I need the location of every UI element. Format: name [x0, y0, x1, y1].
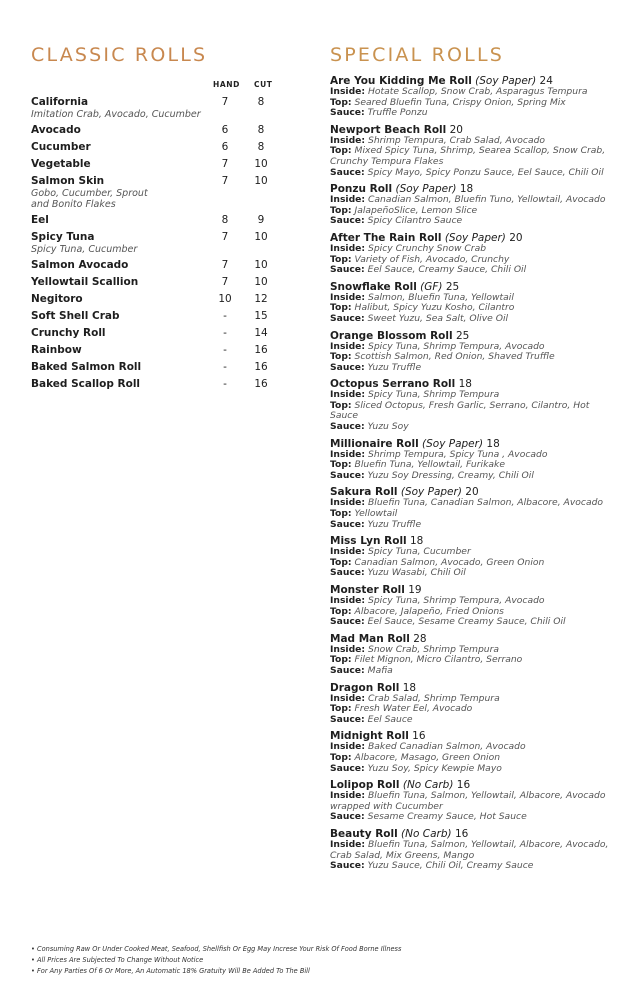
roll-sauce-line [330, 314, 615, 325]
roll-inside-text: Canadian Salmon, Bluefin Tuno, Yellowtail, Avocado [367, 194, 606, 206]
cut-price: 10 [254, 158, 268, 170]
roll-sauce-text: Spicy Mayo, Spicy Ponzu Sauce, Eel Sauce, Chili Oil [367, 166, 604, 178]
classic-roll-item [31, 175, 277, 210]
roll-inside-text: Spicy Tuna, Shrimp Tempura, Avocado [367, 595, 545, 606]
roll-note: (GF) [420, 280, 443, 293]
roll-inside-line [330, 840, 615, 861]
sauce-label: Sauce: [330, 811, 365, 823]
sauce-label: Sauce: [330, 664, 365, 676]
special-roll-item [330, 633, 615, 677]
roll-description: Gobo, Cucumber, Sprout and Bonito Flakes [31, 188, 148, 210]
roll-name: Sakura Roll [330, 486, 398, 499]
roll-sauce-line [330, 812, 615, 823]
classic-roll-item [31, 124, 277, 137]
roll-inside-text: Bluefin Tuna, Canadian Salmon, Albacore, Avocado [367, 497, 604, 509]
roll-note: (Soy Paper) [400, 486, 462, 499]
sauce-label: Sauce: [330, 567, 365, 579]
roll-note: (Soy Paper) [475, 75, 537, 87]
roll-name: Avocado [31, 124, 81, 136]
classic-roll-item [31, 378, 277, 391]
sauce-label: Sauce: [330, 469, 365, 481]
roll-top-text: Bluefin Tuna, Yellowtail, Furikake [354, 459, 506, 471]
roll-name: Salmon Skin [31, 175, 105, 187]
bullet-icon: • [31, 956, 37, 964]
hand-price: 7 [221, 175, 229, 187]
top-label: Top: [330, 204, 352, 216]
roll-sauce-text: Yuzu Soy Dressing, Creamy, Chili Oil [367, 469, 534, 481]
roll-inside-text: Salmon, Bluefin Tuna, Yellowtail [367, 291, 514, 303]
cut-price: 8 [257, 141, 265, 153]
special-roll-item [330, 124, 615, 178]
roll-price: 19 [408, 584, 422, 596]
roll-price: 18 [459, 183, 474, 196]
roll-sauce-text: Eel Sauce, Sesame Creamy Sauce, Chili Oil [367, 616, 566, 628]
hand-price: - [223, 310, 227, 322]
roll-sauce-line [330, 861, 615, 872]
top-label: Top: [330, 508, 352, 520]
roll-top-text: Yellowtail [354, 508, 398, 520]
roll-sauce-text: Spicy Cilantro Sauce [367, 215, 463, 227]
sauce-label: Sauce: [330, 860, 365, 872]
sauce-label: Sauce: [330, 713, 365, 725]
special-roll-item [330, 682, 615, 726]
roll-price: 20 [509, 231, 523, 244]
classic-roll-item [31, 293, 277, 306]
roll-name: Newport Beach Roll [330, 123, 447, 136]
roll-sauce-text: Yuzu Wasabi, Chili Oil [367, 567, 466, 579]
classic-roll-item [31, 361, 277, 374]
roll-note: (No Carb) [401, 827, 452, 840]
roll-name: Baked Scallop Roll [31, 378, 141, 390]
roll-top-text: JalapeñoSlice, Lemon Slice [354, 204, 478, 216]
roll-top-line [330, 146, 615, 167]
roll-top-text: Mixed Spicy Tuna, Shrimp, Searea Scallop, Snow Crab, Crunchy Tempura Flakes [330, 145, 606, 167]
roll-note: (Soy Paper) [422, 437, 484, 450]
roll-name: Octopus Serrano Roll [330, 378, 456, 391]
roll-sauce-text: Yuzu Truffle [367, 518, 422, 530]
roll-sauce-text: Yuzu Sauce, Chili Oil, Creamy Sauce [367, 860, 534, 872]
hand-price: 10 [218, 293, 232, 305]
roll-name: California [31, 96, 89, 108]
classic-roll-item [31, 96, 277, 120]
cut-column-header: CUT [254, 80, 273, 89]
sauce-label: Sauce: [330, 166, 365, 178]
sauce-label: Sauce: [330, 616, 365, 628]
roll-sauce-line [330, 265, 615, 276]
hand-price: 7 [221, 158, 229, 170]
roll-price: 25 [445, 280, 460, 293]
roll-sauce-line [330, 520, 615, 531]
cut-price: 16 [254, 361, 268, 373]
roll-price: 28 [413, 632, 427, 645]
special-roll-item [330, 438, 615, 482]
cut-price: 16 [254, 378, 268, 390]
special-roll-item [330, 232, 615, 276]
roll-price: 24 [539, 75, 553, 87]
special-roll-item [330, 730, 615, 774]
cut-price: 9 [257, 214, 265, 226]
special-roll-item [330, 535, 615, 579]
sauce-label: Sauce: [330, 518, 365, 530]
sauce-label: Sauce: [330, 762, 365, 774]
special-rolls-list [330, 75, 615, 877]
roll-top-text: Variety of Fish, Avocado, Crunchy [354, 253, 510, 265]
inside-label: Inside: [330, 242, 366, 254]
roll-sauce-text: Mafia [367, 664, 393, 676]
roll-inside-text: Bluefin Tuna, Salmon, Yellowtail, Albacore, Avocado wrapped with Cucumber [330, 790, 606, 812]
roll-top-text: Fresh Water Eel, Avocado [354, 703, 473, 715]
roll-name: Miss Lyn Roll [330, 535, 407, 548]
inside-label: Inside: [330, 497, 366, 509]
classic-roll-item [31, 327, 277, 340]
special-roll-item [330, 75, 615, 119]
special-roll-item [330, 330, 615, 374]
footnote [31, 944, 611, 955]
special-roll-item [330, 779, 615, 823]
roll-description: Imitation Crab, Avocado, Cucumber [31, 109, 201, 120]
roll-name: Salmon Avocado [31, 259, 129, 271]
sauce-label: Sauce: [330, 107, 365, 119]
roll-inside-text: Spicy Tuna, Shrimp Tempura, Avocado [367, 340, 545, 352]
inside-label: Inside: [330, 838, 366, 850]
roll-sauce-line [330, 764, 615, 775]
cut-price: 16 [254, 344, 268, 356]
hand-price: 7 [221, 231, 229, 243]
hand-price: 7 [221, 96, 229, 108]
roll-inside-text: Snow Crab, Shrimp Tempura [367, 643, 500, 655]
inside-label: Inside: [330, 595, 366, 606]
roll-sauce-line [330, 666, 615, 677]
roll-top-text: Albacore, Jalapeño, Fried Onions [354, 605, 504, 617]
hand-price: - [223, 361, 227, 373]
roll-sauce-text: Yuzu Soy, Spicy Kewpie Mayo [367, 762, 502, 774]
cut-price: 15 [254, 310, 268, 322]
roll-name: Snowflake Roll [330, 280, 417, 293]
roll-inside-text: Hotate Scallop, Snow Crab, Asparagus Tempura [367, 86, 588, 97]
hand-price: 7 [221, 276, 229, 288]
cut-price: 10 [254, 175, 268, 187]
special-roll-item [330, 183, 615, 227]
roll-note: (Soy Paper) [395, 183, 457, 196]
footnote-text: For Any Parties Of 6 Or More, An Automatic 18% Gratuity Will Be Added To The Bill [37, 967, 310, 975]
inside-label: Inside: [330, 546, 366, 558]
roll-name: Crunchy Roll [31, 327, 106, 339]
roll-top-line [330, 401, 615, 422]
roll-top-text: Halibut, Spicy Yuzu Kosho, Cilantro [354, 302, 515, 314]
classic-rolls-list [31, 96, 277, 395]
footnote [31, 966, 611, 977]
roll-name: Cucumber [31, 141, 91, 153]
roll-inside-text: Spicy Tuna, Shrimp Tempura [367, 389, 500, 401]
sauce-label: Sauce: [330, 215, 365, 227]
roll-note: (No Carb) [402, 779, 454, 792]
roll-name: Eel [31, 214, 49, 226]
hand-price: 8 [221, 214, 229, 226]
footnote [31, 955, 611, 966]
hand-price: - [223, 378, 227, 390]
bullet-icon: • [31, 945, 37, 953]
inside-label: Inside: [330, 448, 366, 460]
roll-price: 18 [458, 378, 472, 391]
cut-price: 8 [257, 124, 265, 136]
roll-note: (Soy Paper) [444, 231, 506, 244]
roll-top-text: Albacore, Masago, Green Onion [354, 751, 501, 763]
roll-name: Rainbow [31, 344, 82, 356]
special-roll-item [330, 486, 615, 530]
top-label: Top: [330, 96, 352, 108]
roll-name: After The Rain Roll [330, 231, 442, 244]
roll-name: Baked Salmon Roll [31, 361, 142, 373]
footnotes [31, 944, 611, 977]
roll-sauce-line [330, 568, 615, 579]
roll-sauce-line [330, 617, 615, 628]
hand-price: - [223, 327, 227, 339]
top-label: Top: [330, 556, 352, 568]
inside-label: Inside: [330, 692, 366, 704]
roll-name: Orange Blossom Roll [330, 329, 453, 342]
roll-inside-line [330, 791, 615, 812]
roll-sauce-line [330, 471, 615, 482]
roll-price: 18 [486, 437, 500, 450]
roll-price: 18 [410, 535, 424, 548]
roll-sauce-line [330, 108, 615, 119]
inside-label: Inside: [330, 194, 366, 206]
roll-top-text: Scottish Salmon, Red Onion, Shaved Truffle [354, 351, 555, 363]
classic-roll-item [31, 310, 277, 323]
roll-sauce-text: Eel Sauce, Creamy Sauce, Chili Oil [367, 264, 527, 276]
sauce-label: Sauce: [330, 312, 365, 324]
top-label: Top: [330, 703, 352, 715]
roll-sauce-text: Yuzu Soy [367, 421, 409, 433]
roll-sauce-line [330, 363, 615, 374]
roll-price: 20 [449, 123, 463, 136]
footnote-text: Consuming Raw Or Under Cooked Meat, Seafood, Shellfish Or Egg May Increse Your Risk Of Food Borne Illness [37, 945, 402, 953]
roll-name: Millionaire Roll [330, 437, 419, 450]
roll-inside-text: Spicy Crunchy Snow Crab [367, 242, 487, 254]
top-label: Top: [330, 459, 352, 471]
roll-top-text: Filet Mignon, Micro Cilantro, Serrano [354, 654, 523, 666]
special-rolls-title: SPECIAL ROLLS [330, 44, 505, 66]
roll-name: Monster Roll [330, 584, 405, 596]
classic-roll-item [31, 141, 277, 154]
roll-price: 18 [402, 681, 417, 694]
roll-name: Dragon Roll [330, 681, 400, 694]
roll-inside-text: Spicy Tuna, Cucumber [367, 546, 471, 558]
classic-rolls-title: CLASSIC ROLLS [31, 44, 208, 66]
top-label: Top: [330, 145, 352, 157]
roll-sauce-line [330, 715, 615, 726]
hand-price: - [223, 344, 227, 356]
roll-inside-text: Crab Salad, Shrimp Tempura [367, 692, 500, 704]
roll-name: Are You Kidding Me Roll [330, 75, 472, 87]
top-label: Top: [330, 351, 352, 363]
top-label: Top: [330, 654, 352, 666]
sauce-label: Sauce: [330, 361, 365, 373]
top-label: Top: [330, 605, 352, 617]
classic-roll-item [31, 259, 277, 272]
classic-roll-item [31, 214, 277, 227]
roll-price: 16 [412, 730, 426, 743]
roll-inside-text: Shrimp Tempura, Spicy Tuna , Avocado [367, 448, 548, 460]
classic-roll-item [31, 276, 277, 289]
roll-top-text: Seared Bluefin Tuna, Crispy Onion, Spring Mix [354, 96, 566, 108]
roll-sauce-text: Eel Sauce [367, 713, 413, 725]
roll-name: Mad Man Roll [330, 632, 410, 645]
roll-sauce-text: Yuzu Truffle [367, 361, 422, 373]
roll-price: 16 [456, 779, 471, 792]
sauce-label: Sauce: [330, 421, 365, 433]
roll-top-text: Canadian Salmon, Avocado, Green Onion [354, 556, 545, 568]
roll-name: Beauty Roll [330, 827, 398, 840]
cut-price: 8 [257, 96, 265, 108]
hand-price: 7 [221, 259, 229, 271]
roll-name: Vegetable [31, 158, 91, 170]
classic-roll-item [31, 158, 277, 171]
roll-sauce-text: Sweet Yuzu, Sea Salt, Olive Oil [367, 312, 509, 324]
classic-roll-item [31, 231, 277, 255]
roll-inside-text: Shrimp Tempura, Crab Salad, Avocado [367, 134, 546, 146]
roll-price: 20 [465, 486, 479, 499]
hand-price: 6 [221, 124, 229, 136]
roll-name: Midnight Roll [330, 730, 409, 743]
roll-name: Lolipop Roll [330, 779, 400, 792]
roll-name: Soft Shell Crab [31, 310, 120, 322]
inside-label: Inside: [330, 291, 366, 303]
top-label: Top: [330, 302, 352, 314]
roll-name: Negitoro [31, 293, 83, 305]
cut-price: 10 [254, 276, 268, 288]
cut-price: 10 [254, 259, 268, 271]
roll-price: 25 [455, 329, 470, 342]
roll-sauce-line [330, 422, 615, 433]
roll-name: Ponzu Roll [330, 183, 393, 196]
special-roll-item [330, 281, 615, 325]
roll-sauce-text: Truffle Ponzu [367, 107, 428, 119]
inside-label: Inside: [330, 389, 366, 401]
roll-sauce-text: Sesame Creamy Sauce, Hot Sauce [367, 811, 527, 823]
roll-description: Spicy Tuna, Cucumber [31, 244, 138, 255]
special-roll-item [330, 584, 615, 628]
roll-inside-text: Baked Canadian Salmon, Avocado [367, 741, 526, 753]
cut-price: 10 [254, 231, 268, 243]
hand-price: 6 [221, 141, 229, 153]
special-roll-item [330, 828, 615, 872]
bullet-icon: • [31, 967, 37, 975]
roll-sauce-line [330, 216, 615, 227]
roll-inside-text: Bluefin Tuna, Salmon, Yellowtail, Albacore, Avocado, Crab Salad, Mix Greens, Mango [330, 838, 609, 861]
top-label: Top: [330, 399, 352, 411]
inside-label: Inside: [330, 790, 366, 802]
footnote-text: All Prices Are Subjected To Change Without Notice [37, 956, 204, 964]
roll-sauce-line [330, 168, 615, 179]
hand-column-header: HAND [213, 80, 240, 89]
roll-top-text: Sliced Octopus, Fresh Garlic, Serrano, Cilantro, Hot Sauce [330, 399, 590, 422]
top-label: Top: [330, 253, 352, 265]
inside-label: Inside: [330, 643, 366, 655]
top-label: Top: [330, 751, 352, 763]
inside-label: Inside: [330, 741, 366, 753]
roll-price: 16 [454, 827, 469, 840]
sauce-label: Sauce: [330, 264, 365, 276]
inside-label: Inside: [330, 86, 366, 97]
classic-roll-item [31, 344, 277, 357]
cut-price: 12 [254, 293, 268, 305]
inside-label: Inside: [330, 340, 366, 352]
special-roll-item [330, 378, 615, 432]
roll-name: Yellowtail Scallion [31, 276, 139, 288]
cut-price: 14 [254, 327, 268, 339]
inside-label: Inside: [330, 134, 366, 146]
roll-name: Spicy Tuna [31, 231, 95, 243]
